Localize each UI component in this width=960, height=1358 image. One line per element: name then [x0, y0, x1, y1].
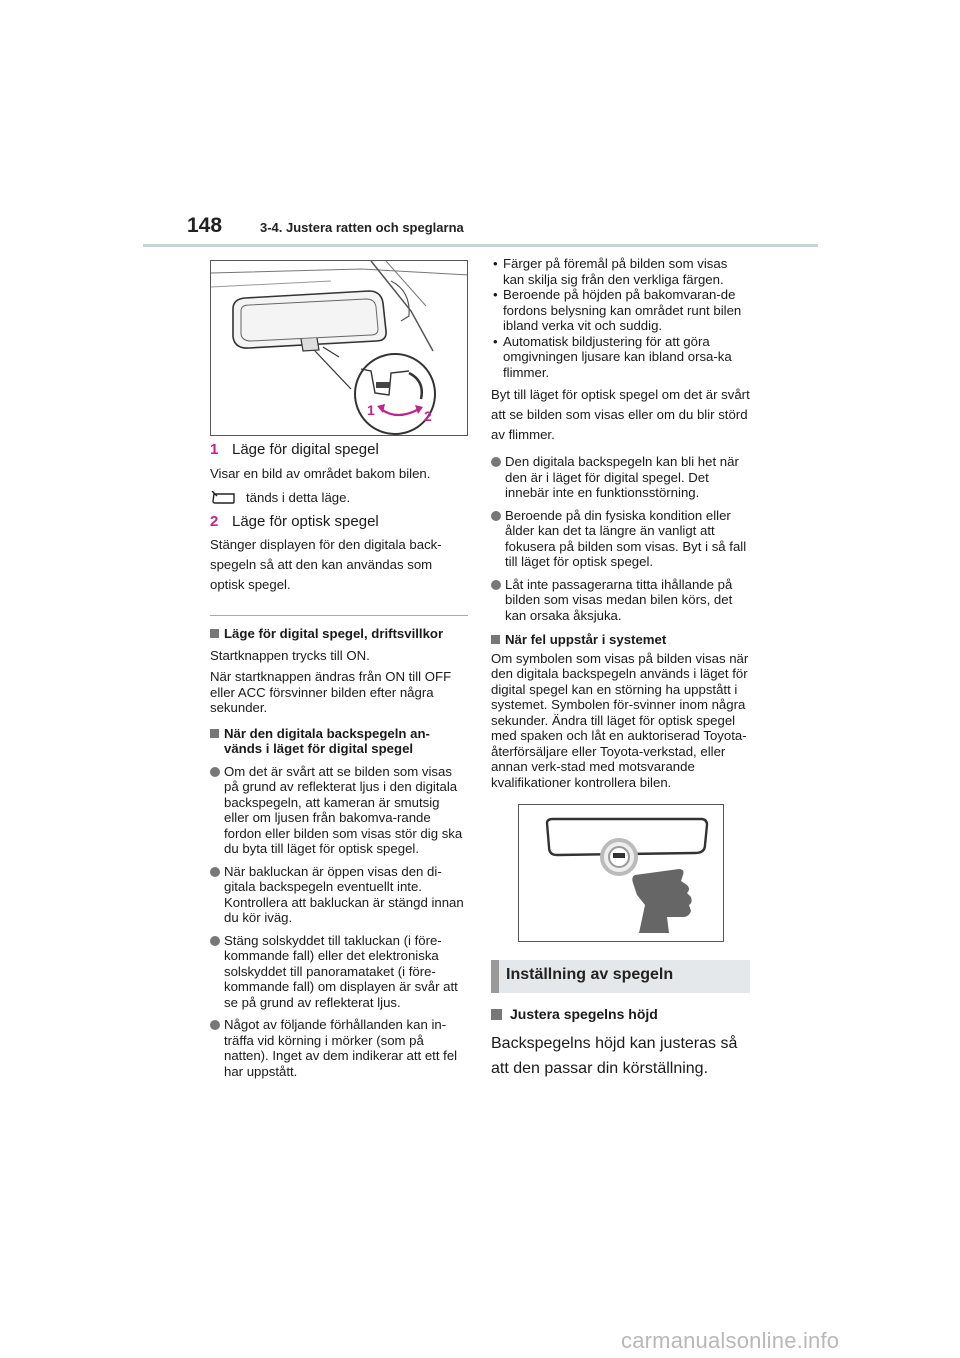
- list-item: • Automatisk bildjustering för att göra omgivningen ljusare kan ibland orsa-ka flimmer.: [493, 333, 732, 380]
- item1-heading: [210, 442, 468, 458]
- note-item: Stäng solskyddet till takluckan (i före-kommande fall) eller det elektroniska solskyddet till panoramataket (i före-kommande fall) om displayen är svår att se på grund av reflekterat ljus.: [210, 933, 468, 1011]
- note-item: Den digitala backspegeln kan bli het när den är i läget för digital spegel. Det innebär inte en funktionsstörning.: [491, 454, 751, 501]
- settings-banner: [491, 960, 750, 993]
- section-divider: [210, 615, 468, 616]
- item2-heading: [210, 514, 468, 530]
- square-bullet-icon: [491, 635, 500, 644]
- switch-paragraph: Byt till läget för optisk spegel om det är svårt att se bilden som visas eller om du blir störd av flimmer.: [491, 387, 750, 442]
- note-item: När bakluckan är öppen visas den di-gitala backspegeln eventuellt inte. Kontrollera att bakluckan är stängd innan du kör iväg.: [210, 864, 468, 926]
- fault-text: Om symbolen som visas på bilden visas när den digitala backspegeln används i läget för digital spegel kan en störning ha uppstått i systemet. Symbolen för-svinner inom några sekunder. Ändra till läget för optisk spegel med spaken och låt en auktoriserad Toyota-återförsäljare eller Toyota-verkstad, eller annan verk-stad med motsvarande kvalifikationer kontrollera bilen.: [491, 650, 749, 790]
- item2-number: 2: [210, 512, 219, 530]
- circle-bullet-icon: [210, 867, 220, 877]
- watermark: carmanualsonline.info: [621, 1328, 840, 1353]
- note-item: Låt inte passagerarna titta ihållande på bilden som visas medan bilen körs, det kan orsaka åksjuka.: [491, 577, 751, 624]
- circle-bullet-icon: [210, 767, 220, 777]
- mirror-button-illustration: [518, 804, 724, 942]
- item2-title: Läge för optisk spegel: [232, 512, 379, 530]
- list-item: • Färger på föremål på bilden som visas kan skilja sig från den verkliga färgen.: [493, 256, 728, 287]
- banner-title: Inställning av spegeln: [506, 966, 674, 983]
- digital-mirror-icon: [210, 491, 236, 505]
- left-column: [210, 260, 468, 1079]
- item1-number: 1: [210, 441, 219, 458]
- icon-text: tänds i detta läge.: [246, 489, 351, 505]
- conditions-p2: När startknappen ändras från ON till OFF eller ACC försvinner bilden efter några sekunder.: [210, 669, 452, 716]
- circle-bullet-icon: [210, 1020, 220, 1030]
- mirror-illustration: [210, 260, 468, 436]
- circle-bullet-icon: [491, 511, 501, 521]
- note-item: Om det är svårt att se bilden som visas på grund av reflekterat ljus i den digitala backspegeln, att kameran är smutsig eller om ljusen från bakomva-rande fordon eller bilden som visas stör dig ska du byta till läget för optisk spegel.: [210, 764, 468, 857]
- circle-bullet-icon: [210, 936, 220, 946]
- adjust-heading: Justera spegelns höjd: [491, 1007, 751, 1023]
- note-item: Något av följande förhållanden kan in-träffa vid körning i mörker (som på natten). Inget av dem indikerar att ett fel har uppstått.: [210, 1017, 468, 1079]
- circle-bullet-icon: [491, 457, 501, 467]
- driving-conditions-heading: Läge för digital spegel, driftsvillkor: [210, 626, 468, 642]
- figure-label-2: 2: [424, 408, 432, 424]
- section-title: 3-4. Justera ratten och speglarna: [260, 220, 464, 235]
- conditions-p1: Startknappen trycks till ON.: [210, 647, 370, 663]
- square-bullet-icon: [210, 729, 219, 738]
- header-rule: [143, 244, 818, 247]
- icon-line: [210, 490, 468, 506]
- square-bullet-icon: [210, 629, 219, 638]
- figure-label-1: 1: [367, 402, 375, 418]
- square-bullet-icon: [491, 1009, 502, 1020]
- digital-mode-heading: När den digitala backspegeln an-vänds i läget för digital spegel: [210, 726, 468, 757]
- adjust-text: Backspegelns höjd kan justeras så att den passar din körställning.: [491, 1034, 738, 1077]
- note-item: Beroende på din fysiska kondition eller ålder kan det ta längre än vanligt att fokusera på bilden som visas. Byt i så fall till läget för optisk spegel.: [491, 508, 751, 570]
- banner-bar: [491, 960, 499, 993]
- item1-desc: Visar en bild av området bakom bilen.: [210, 465, 431, 481]
- circle-bullet-icon: [491, 580, 501, 590]
- page-number: 148: [187, 214, 223, 237]
- list-item: • Beroende på höjden på bakomvaran-de fordons belysning kan området runt bilen ibland verka vit och suddig.: [493, 287, 742, 333]
- item2-desc: Stänger displayen för den digitala back-spegeln så att den kan användas som optisk spegel.: [210, 537, 442, 593]
- fault-heading: När fel uppstår i systemet: [491, 632, 751, 648]
- item1-title: Läge för digital spegel: [232, 441, 379, 458]
- right-column: [491, 256, 751, 1081]
